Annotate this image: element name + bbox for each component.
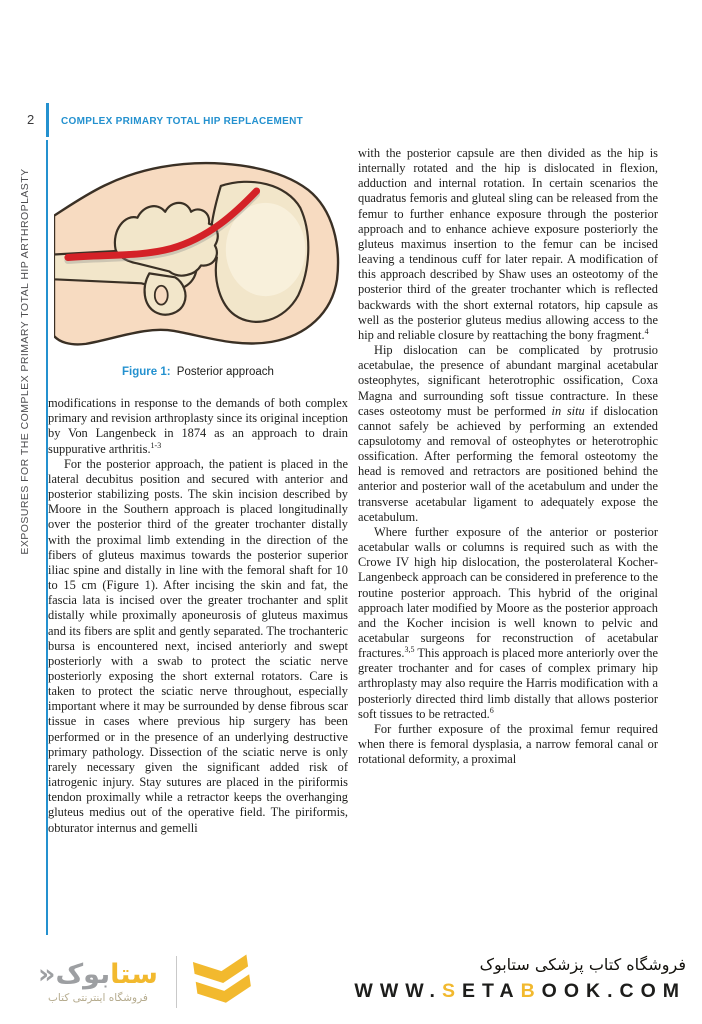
text-run: modifications in response to the demands of both complex primary and revision arthroplasty since its original inception by Von Langenbeck in 1874 as an approach to drain suppurative arthritis. [48,396,348,456]
text-run: with the posterior capsule are then divided as the hip is internally rotated and the hip is dislocated in flexion, adduction and internal rotation. In certain scenarios the quadratus femoris and gluteal sling can be released from the femur to further enhance exposure through the posterior approach and to enhance achieve exposure posteriorly the gluteus maximus insertion to the femur can be incised leaving a tendinous cuff for later repair. A modification of this approach described by Shaw uses an osteotomy of the posterior third of the greater trochanter which is reflected backwards with the short external rotators, hip capsule as well as the posterior gluteus medius allowing access to the hip and reliable closure by reattaching the bony fragment. [358,146,658,342]
url-segment: B [520,980,542,1002]
reference-superscript: 1-3 [150,440,162,450]
left-column-text [48,396,348,836]
text-run: Where further exposure of the anterior or posterior acetabular walls or columns is required such as with the Crowe IV high hip dislocation, the posterolateral Kocher-Langenbeck approach can be considered in preference to the routine posterior approach. This hybrid of the original approach later modified by Moore as the posterior approach and the Kocher incision is well known to pelvic and acetabular surgeons for reconstruction of acetabular fractures. [358,524,658,661]
logo-subtitle: فروشگاه اینترنتی کتاب [47,992,148,1004]
text-run: Hip dislocation can be complicated by protrusio acetabulae, the presence of abundant marginal acetabular osteophytes, significant heterotrophic ossification, Coxa Magna and surrounding soft tissue contracture. In these cases osteotomy must be performed [358,343,658,418]
footer-separator [176,956,177,1008]
logo-wordmark [38,960,158,990]
url-segment: OOK.COM [541,980,686,1002]
store-url [354,978,686,1004]
text-run: This approach is placed more anteriorly over the greater trochanter and for cases of complex primary hip arthroplasty may also require the Harris modification with a posteriorly directed third limb distally that allows posterior soft tissues to be retracted. [358,646,658,721]
publisher-logo [38,954,255,1010]
footer-store-info [354,952,686,1004]
figure-label: Figure 1: [122,366,171,378]
url-segment: WWW. [354,980,442,1002]
paragraph [358,722,658,767]
store-title-persian: فروشگاه کتاب پزشکی ستابوک [479,955,686,974]
text-run: if dislocation cannot safely be achieved by performing an extended capsulotomy and removal of osteophytes or heterotrophic ossification. After performing the femoral osteotomy the head is removed and retractors are positioned behind the anterior and posterior wall of the acetabulum and under the transverse acetabular ligament to adequately expose the acetabulum. [358,403,659,524]
header-divider [46,103,49,137]
text-run: For further exposure of the proximal femur required when there is femoral dysplasia, a narrow femoral canal or rotational deformity, a proximal [358,721,658,767]
figure-1 [53,154,343,380]
obturator-foramen [155,286,168,305]
reference-superscript: 3,5 [404,645,415,655]
chapter-title-vertical: EXPOSURES FOR THE COMPLEX PRIMARY TOTAL HIP ARTHROPLASTY [19,168,31,555]
figure-caption-text: Posterior approach [173,366,274,378]
wordmark-chevron: « [38,959,56,990]
paragraph [48,457,348,836]
figure-caption [53,365,343,380]
double-chevron-icon [191,954,255,1010]
text-run: For the posterior approach, the patient is placed in the lateral decubitus position and secured with anterior and posterior stabilizing posts. The skin incision described by Moore in the Southern approach is placed longitudinally over the posterior third of the greater trochanter distally with the proximal limb extending in the direction of the fibers of gluteus maximus towards the posterior superior iliac spine and distally in line with the femoral shaft for 10 to 15 cm (Figure 1). After incising the skin and fat, the fascia lata is incised over the greater trochanter and split distally while proximally aponeurosis of gluteus maximus and its fibers are split and gently separated. The trochanteric bursa is encountered next, incised anteriorly and swept posteriorly with a swab to protect the sciatic nerve posteriorly exposing the short external rotators. Care is taken to protect the sciatic nerve throughout, especially important where it may be surrounded by dense fibrous scar tissue in cases where previous hip surgery has been performed or in the presence of an underlying destructive primary pathology. Dissection of the sciatic nerve is only rarely necessary given the significant added risk of iatrogenic injury. Stay sutures are placed in the piriformis tendon proximally while a retractor keeps the overhanging gluteus medius out of the operative field. The piriformis, obturator internus and gemelli [48,456,348,835]
url-segment: ETA [462,980,521,1002]
paragraph [358,146,658,343]
wordmark-part-gray: بوک [55,959,111,990]
hip-illustration [54,154,342,353]
footer [0,952,702,1024]
reference-superscript: 4 [644,326,649,336]
paragraph [48,396,348,457]
right-column [358,146,658,767]
left-column [48,152,348,836]
page-number: 2 [27,112,35,127]
paragraph [358,525,658,722]
text-run: in situ [551,403,585,418]
running-title: COMPLEX PRIMARY TOTAL HIP REPLACEMENT [61,116,304,127]
right-column-text [358,146,658,767]
reference-superscript: 6 [489,705,494,715]
url-segment: S [441,980,462,1002]
wordmark-part-yellow: ستا [110,959,158,990]
logo-wordmark-box [38,960,158,1004]
paragraph [358,343,658,525]
